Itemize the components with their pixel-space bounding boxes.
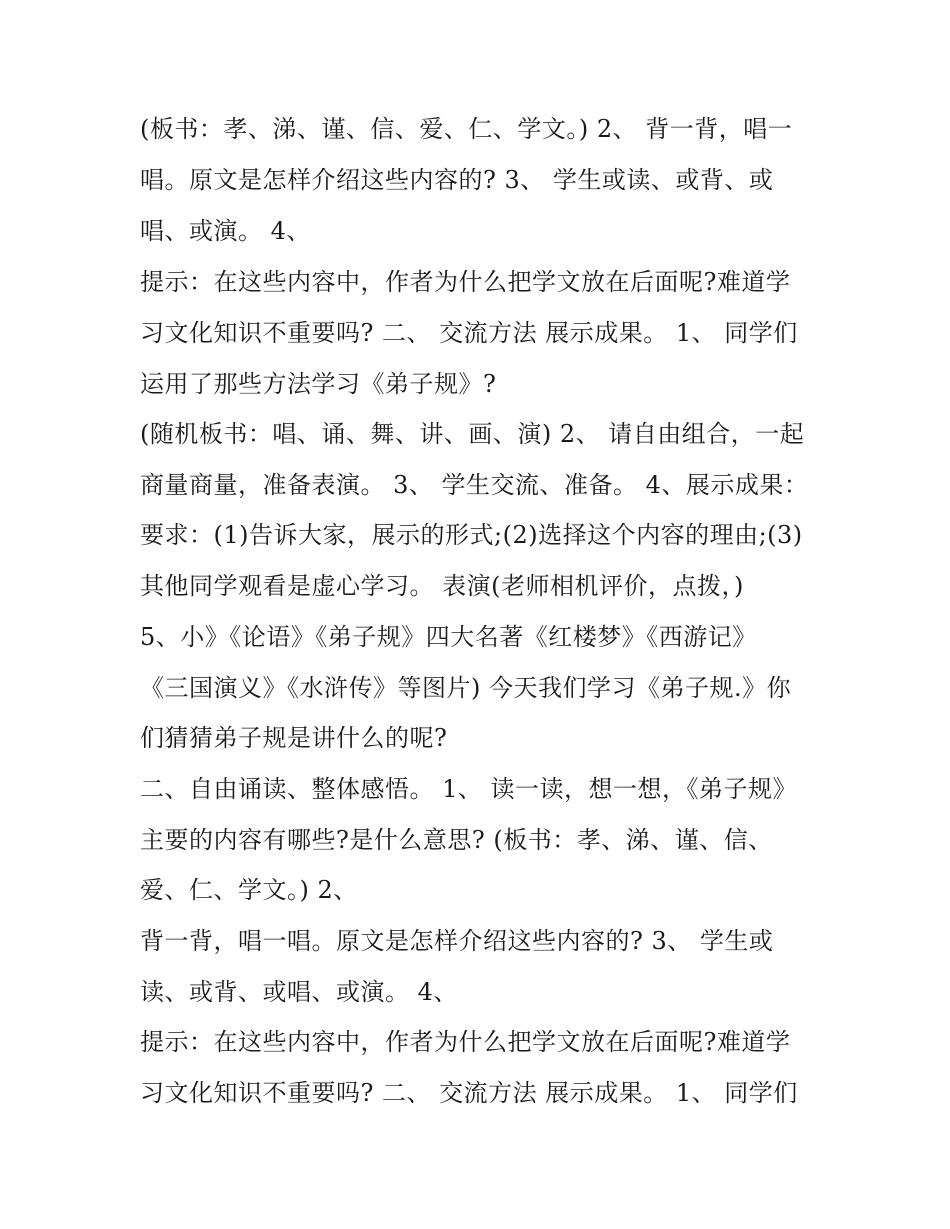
text-line-9: 要求：(1)告诉大家，展示的形式;(2)选择这个内容的理由;(3)	[140, 521, 803, 549]
text-line-19: 提示：在这些内容中，作者为什么把学文放在后面呢?难道学	[140, 1028, 791, 1056]
text-line-10: 其他同学观看是虚心学习。 表演(老师相机评价，点拨，)	[140, 572, 744, 600]
text-line-12: 《三国演义》《水浒传》等图片) 今天我们学习《弟子规.》你	[140, 674, 792, 702]
text-line-4: 提示：在这些内容中，作者为什么把学文放在后面呢?难道学	[140, 268, 791, 296]
text-line-18: 读、或背、或唱、或演。 4、	[140, 978, 458, 1006]
text-line-7: (随机板书：唱、诵、舞、讲、画、演) 2、 请自由组合，一起	[140, 420, 805, 448]
text-line-20: 习文化知识不重要吗? 二、 交流方法 展示成果。 1、 同学们	[140, 1079, 798, 1107]
text-line-14: 二、自由诵读、整体感悟。 1、 读一读，想一想，《弟子规》	[140, 775, 798, 803]
text-line-1: (板书：孝、涕、谨、信、爱、仁、学文。) 2、 背一背，唱一	[140, 115, 793, 143]
text-line-3: 唱、或演。 4、	[140, 217, 311, 245]
text-line-16: 爱、仁、学文。) 2、	[140, 876, 358, 904]
text-line-8: 商量商量，准备表演。 3、 学生交流、准备。 4、展示成果：	[140, 471, 809, 499]
text-line-13: 们猜猜弟子规是讲什么的呢?	[140, 724, 448, 752]
text-line-5: 习文化知识不重要吗? 二、 交流方法 展示成果。 1、 同学们	[140, 319, 798, 347]
text-line-11: 5、小》《论语》《弟子规》四大名著《红楼梦》《西游记》	[140, 623, 757, 651]
text-line-6: 运用了那些方法学习《弟子规》?	[140, 370, 497, 398]
text-line-15: 主要的内容有哪些?是什么意思? (板书：孝、涕、谨、信、	[140, 826, 773, 854]
text-line-2: 唱。原文是怎样介绍这些内容的? 3、 学生或读、或背、或	[140, 166, 774, 194]
text-line-17: 背一背，唱一唱。原文是怎样介绍这些内容的? 3、 学生或	[140, 927, 774, 955]
